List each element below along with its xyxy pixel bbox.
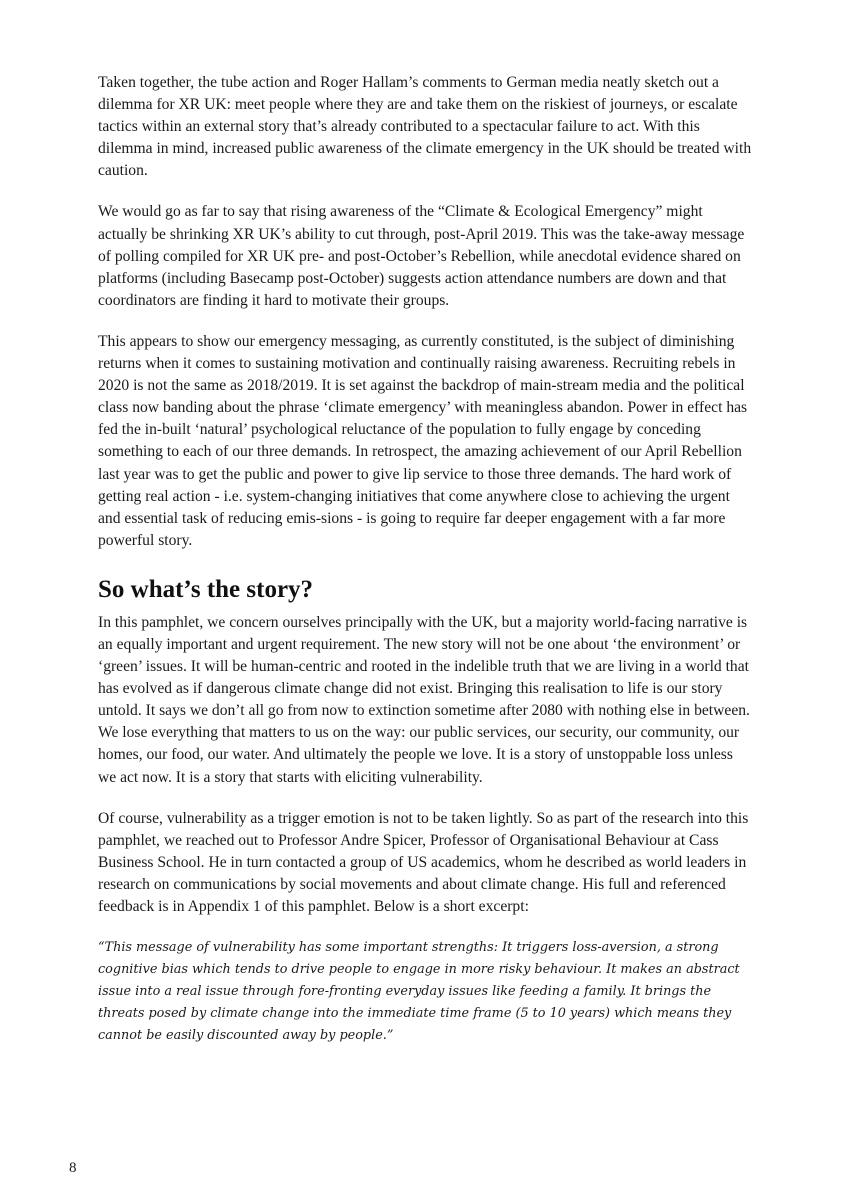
paragraph-dilemma: Taken together, the tube action and Roger Hallam’s comments to German media neatly sketch out a dilemma for XR UK: meet people where they are and take them on the riskiest of journeys, or escalate tactics within an external story that’s already contributed to a spectacular failure to act. With this dilemma in mind, increased public awareness of the climate emergency in the UK should be treated with caution. [98, 74, 752, 180]
page-body [98, 72, 753, 1048]
section-heading: So what’s the story? [98, 575, 314, 603]
paragraph-vulnerability: Of course, vulnerability as a trigger emotion is not to be taken lightly. So as part of the research into this pamphlet, we reached out to Professor Andre Spicer, Professor of Organisational Behaviour at Cass Business School. He in turn contacted a group of US academics, whom he described as world leaders in research on communications by social movements and about climate change. His full and referenced feedback is in Appendix 1 of this pamphlet. Below is a short excerpt: [98, 809, 749, 915]
page-number: 8 [69, 1160, 77, 1176]
paragraph-story: In this pamphlet, we concern ourselves principally with the UK, but a majority world-facing narrative is an equally important and urgent requirement. The new story will not be one about ‘the environment’ or ‘green’ issues. It will be human-centric and rooted in the indelible truth that we are living in a world that has evolved as if dangerous climate change did not exist. Bringing this realisation to life is our story untold. It says we don’t all go from now to extinction sometime after 2080 with nothing else in between. We lose everything that matters to us on the way: our public services, our security, our community, our homes, our food, our water. And ultimately the people we love. It is a story of unstoppable loss unless we act now. It is a story that starts with eliciting vulnerability. [98, 613, 750, 786]
paragraph-diminishing-returns: This appears to show our emergency messaging, as currently constituted, is the subject of diminishing returns when it comes to sustaining motivation and continually raising awareness. Recruiting rebels in 2020 is not the same as 2018/2019. It is set against the backdrop of main-stream media and the political class now banding about the phrase ‘climate emergency’ with meaningless abandon. Power in effect has fed the in-built ‘natural’ psychological reluctance of the population to fully engage by conceding something to each of our three demands. In retrospect, the amazing achievement of our April Rebellion last year was to get the public and power to give lip service to those three demands. The hard work of getting real action - i.e. system-changing initiatives that come anywhere close to achieving the urgent and essential task of reducing emis-sions - is going to require far deeper engagement with a far more powerful story. [98, 332, 748, 549]
paragraph-awareness: We would go as far to say that rising awareness of the “Climate & Ecological Emergency” might actually be shrinking XR UK’s ability to cut through, post-April 2019. This was the take-away message of polling compiled for XR UK pre- and post-October’s Rebellion, while anecdotal evidence shared on platforms (including Basecamp post-October) suggests action attendance numbers are down and that coordinators are finding it hard to motivate their groups. [98, 203, 745, 309]
excerpt-quote: “This message of vulnerability has some important strengths: It triggers loss-aversion, a strong cognitive bias which tends to drive people to engage in more risky behaviour. It makes an abstract issue into a real issue through fore-fronting everyday issues like feeding a family. It brings the threats posed by climate change into the immediate time frame (5 to 10 years) which means they cannot be easily discounted away by people.” [98, 940, 740, 1044]
